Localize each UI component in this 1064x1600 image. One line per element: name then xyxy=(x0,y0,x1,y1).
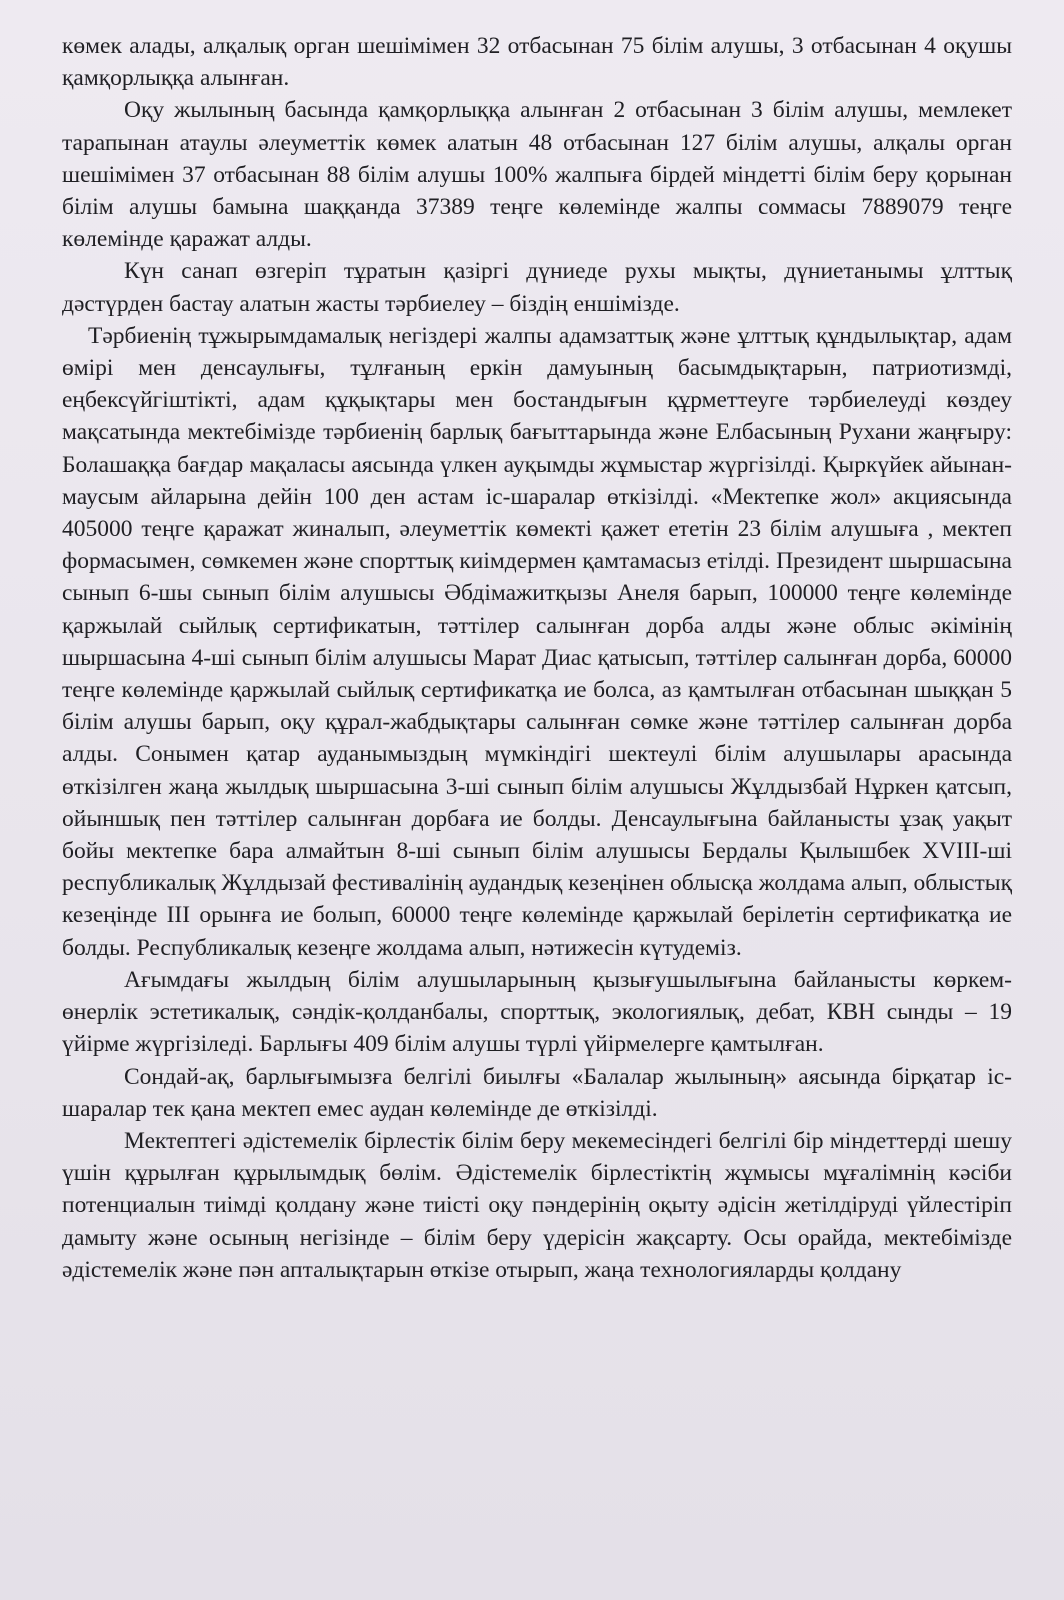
paragraph-upbringing: Күн санап өзгеріп тұратын қазіргі дүниеде рухы мықты, дүниетанымы ұлттық дәстүрден бастау алатын жасты тәрбиелеу – біздің еншімізде. xyxy=(62,258,1012,317)
paragraph-events: Тәрбиенің тұжырымдамалық негіздері жалпы адамзаттық және ұлттық құндылықтар, адам өмірі мен денсаулығы, тұлғаның еркін дамуының басымдықтарын, патриотизмді, еңбексүйгіштікті, адам құқықтары мен бостандығын құрметтеуге тәрбиелеуді көздеу мақсатында мектебімізде тәрбиенің барлық бағыттарында және Елбасының Рухани жаңғыру: Болашаққа бағдар мақаласы аясында үлкен ауқымды жұмыстар жүргізілді. Қыркүйек айынан-маусым айларына дейін 100 ден астам іс-шаралар өткізілді. «Мектепке жол» акциясында 405000 теңге қаражат жиналып, әлеуметтік көмекті қажет ететін 23 білім алушыға , мектеп формасымен, сөмкемен және спорттық киімдермен қамтамасыз етілді. Президент шыршасына сынып 6-шы сынып білім алушысы Әбдімажитқызы Анеля барып, 100000 теңге көлемінде қаржылай сыйлық сертификатын, тәттілер салынған дорба алды және облыс әкімінің шыршасына 4-ші сынып білім алушысы Марат Диас қатысып, тәттілер салынған дорба, 60000 теңге көлемінде қаржылай сыйлық сертификатқа ие болса, аз қамтылған отбасынан шыққан 5 білім алушы барып, оқу құрал-жабдықтары салынған сөмке және тәттілер салынған дорба алды. Сонымен қатар ауданымыздың мүмкіндігі шектеулі білім алушылары арасында өткізілген жаңа жылдық шыршасына 3-ші сынып білім алушысы Жұлдызбай Нұркен қатсып, ойыншық пен тәттілер салынған дорбаға ие болды. Денсаулығына байланысты ұзақ уақыт бойы мектепке бара алмайтын 8-ші сынып білім алушысы Бердалы Қылышбек XVIII-ші республикалық Жұлдызай фестивалінің аудандық кезеңінен облысқа жолдама алып, облыстық кезеңінде III орынға ие болып, 60000 теңге көлемінде қаржылай берілетін сертификатқа ие болды. Республикалық кезеңге жолдама алып, нәтижесін күтудеміз. xyxy=(62,322,1012,961)
paragraph-childrens-year: Сондай-ақ, барлығымызға белгілі биылғы «Балалар жылының» аясында бірқатар іс-шаралар тек қана мектеп емес аудан көлемінде де өткізілді. xyxy=(62,1063,1012,1122)
paragraph-continuation: көмек алады, алқалық орган шешімімен 32 отбасынан 75 білім алушы, 3 отбасынан 4 оқушы қамқорлыққа алынған. xyxy=(62,33,1012,92)
paragraph-methodical-union: Мектептегі әдістемелік бірлестік білім беру мекемесіндегі белгілі бір міндеттерді шешу үшін құрылған құрылымдық бөлім. Әдістемелік бірлестіктің жұмысы мұғалімнің кәсіби потенциалын тиімді қолдану және тиісті оқу пәндерінің оқыту әдісін жетілдіруді үйлестіріп дамыту және осының негізінде – білім беру үдерісін жақсарту. Осы орайда, мектебімізде әдістемелік және пән апталықтарын өткізе отырып, жаңа технологияларды қолдану xyxy=(62,1127,1012,1283)
paragraph-funding: Оқу жылының басында қамқорлыққа алынған 2 отбасынан 3 білім алушы, мемлекет тарапынан атаулы әлеуметтік көмек алатын 48 отбасынан 127 білім алушы, алқалы орган шешімімен 37 отбасынан 88 білім алушы 100% жалпыға бірдей міндетті білім беру қорынан білім алушы бамына шаққанда 37389 теңге көлемінде жалпы соммасы 7889079 теңге көлемінде қаражат алды. xyxy=(62,97,1012,253)
paragraph-clubs: Ағымдағы жылдың білім алушыларының қызығушылығына байланысты көркем-өнерлік эстетикалық, сәндік-қолданбалы, спорттық, экологиялық, дебат, КВН сынды – 19 үйірме жүргізіледі. Барлығы 409 білім алушы түрлі үйірмелерге қамтылған. xyxy=(62,966,1012,1058)
